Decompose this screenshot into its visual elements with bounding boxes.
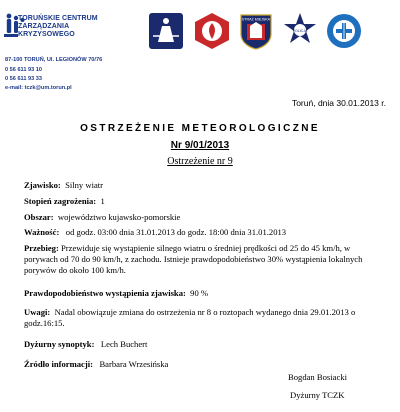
civil-defense-emblem-icon [148,12,184,50]
area-value: województwo kujawsko-pomorskie [57,212,181,222]
validity-row [24,227,286,238]
threat-level-row [24,196,105,207]
police-emblem-icon [282,12,318,50]
probability-row [24,288,208,299]
phenomenon-row [24,180,103,191]
svg-text:STRAŻ MIEJSKA: STRAŻ MIEJSKA [241,17,271,22]
course-paragraph [24,243,386,276]
threat-level-value: 1 [100,196,105,206]
city-guard-emblem-icon [238,12,274,50]
course-label: Przebieg: [24,243,59,253]
validity-label: Ważność: [24,227,60,237]
source-row [24,359,168,370]
document-date: Toruń, dnia 30.01.2013 r. [291,98,386,108]
notes-value: Nadal obowiązuje zmiana do ostrzeżenia nr 8 o roztopach wydanego dnia 29.01.2013 o godz.16:15. [24,307,356,328]
phenomenon-value: Silny wiatr [65,180,104,190]
org-phone-1: 0 56 611 93 10 [5,67,43,73]
org-name-line2: ZARZĄDZANIA KRYZYSOWEGO [18,23,116,39]
probability-value: 90 % [190,288,209,298]
svg-text:POLICJA: POLICJA [292,29,308,33]
validity-value: od godz. 03:00 dnia 31.01.2013 do godz. 18:00 dnia 31.01.2013 [65,227,287,237]
org-name [18,15,116,39]
notes-label: Uwagi: [24,307,51,317]
forecaster-label: Dyżurny synoptyk: [24,339,95,349]
area-row [24,212,180,223]
forecaster-row [24,339,147,350]
org-name-line1: TORUŃSKIE CENTRUM [18,15,98,22]
document-title: OSTRZEŻENIE METEOROLOGICZNE [80,123,320,134]
source-value: Barbara Wrzesińska [99,359,169,369]
ambulance-emblem-icon [326,12,362,50]
threat-level-label: Stopień zagrożenia: [24,196,97,206]
fire-service-emblem-icon [194,12,230,50]
course-value: Przewiduje się wystąpienie silnego wiatru o średniej prędkości od 25 do 45 km/h, w porywach od 70 do 90 km/h, z zachodu. Istnieje prawdopodobieństwo 30% wystąpienia lokalnych porywów do około 100 km/h. [24,243,363,275]
warning-number: Ostrzeżenie nr 9 [167,156,233,167]
phenomenon-label: Zjawisko: [24,180,61,190]
emblems-row [148,12,390,54]
signature-role: Dyżurny TCZK [290,390,345,400]
notes-paragraph [24,307,386,329]
forecaster-value: Lech Buchert [100,339,148,349]
org-phone-2: 0 56 611 93 33 [5,76,43,82]
org-address: 87-100 TORUŃ, Ul. LEGIONÓW 70/76 [5,57,103,63]
source-label: Źródło informacji: [24,359,93,369]
document-number: Nr 9/01/2013 [170,140,230,151]
org-email: e-mail: tczk@um.torun.pl [5,85,72,91]
probability-label: Prawdopodobieństwo wystąpienia zjawiska: [24,288,186,298]
area-label: Obszar: [24,212,54,222]
signature-name: Bogdan Bosiacki [288,372,347,382]
